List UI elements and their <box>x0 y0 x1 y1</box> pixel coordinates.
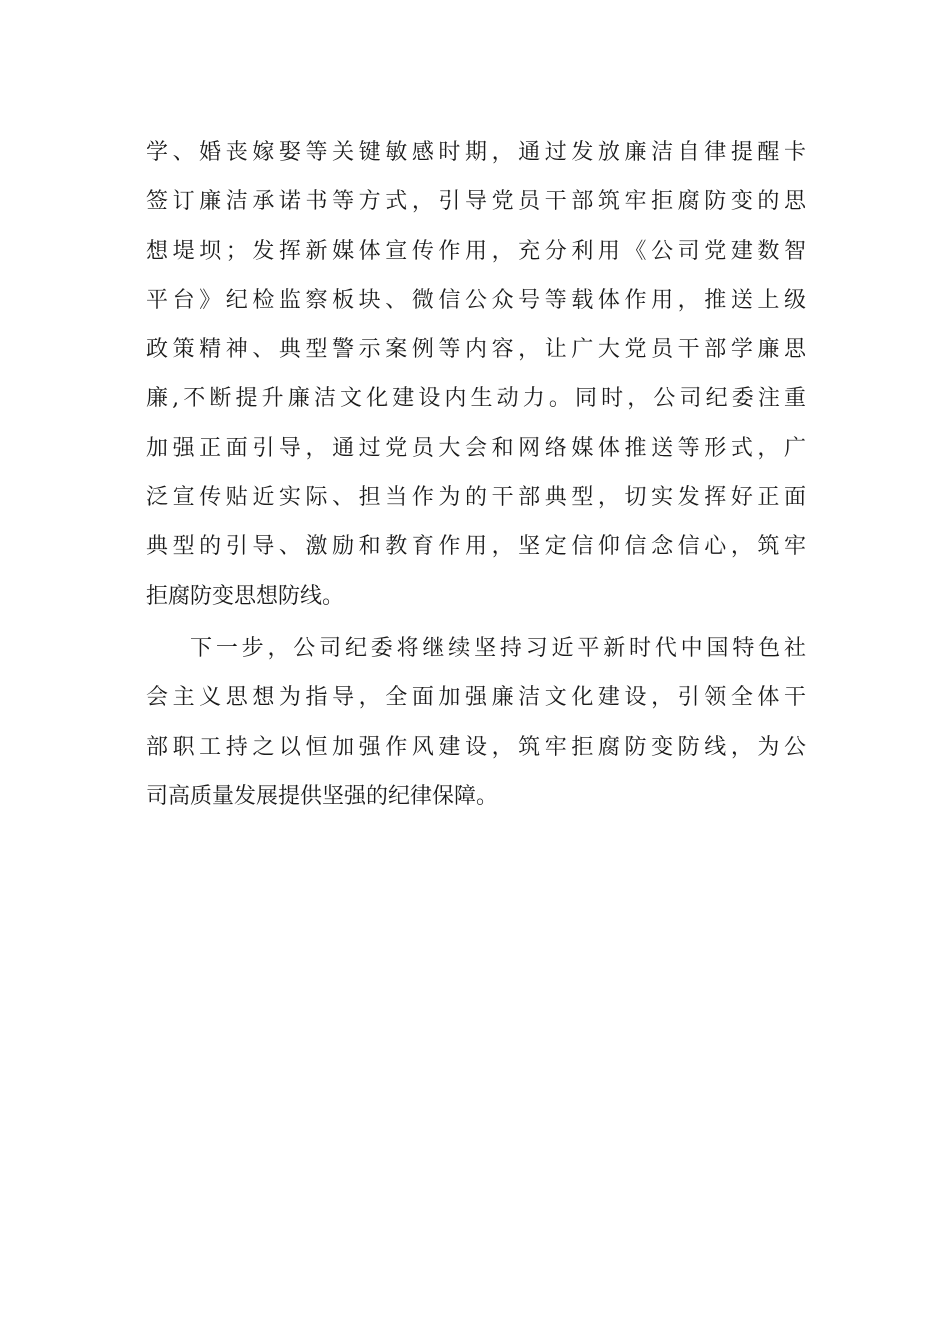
paragraph-integrity-education <box>146 128 806 621</box>
text-line: 政策精神、典型警示案例等内容，让广大党员干部学廉思 <box>146 337 806 363</box>
text-line: 司高质量发展提供坚强的纪律保障。 <box>146 783 499 809</box>
text-line: 典型的引导、激励和教育作用，坚定信仰信念信心，筑牢 <box>146 534 806 560</box>
document-body <box>146 128 806 821</box>
text-line: 泛宣传贴近实际、担当作为的干部典型，切实发挥好正面 <box>146 485 806 511</box>
text-line: 学、婚丧嫁娶等关键敏感时期，通过发放廉洁自律提醒卡 <box>146 140 806 165</box>
text-line: 下一步，公司纪委将继续坚持习近平新时代中国特色社 <box>190 635 806 661</box>
paragraph-next-steps <box>146 624 806 821</box>
text-line: 廉,不断提升廉洁文化建设内生动力。同时，公司纪委注重 <box>146 386 806 412</box>
text-line: 部职工持之以恒加强作风建设，筑牢拒腐防变防线，为公 <box>146 734 806 760</box>
text-line: 签订廉洁承诺书等方式，引导党员干部筑牢拒腐防变的思 <box>146 189 806 215</box>
text-line: 想堤坝；发挥新媒体宣传作用，充分利用《公司党建数智 <box>146 238 806 264</box>
text-line: 平台》纪检监察板块、微信公众号等载体作用，推送上级 <box>146 287 806 313</box>
text-line: 拒腐防变思想防线。 <box>146 583 345 609</box>
text-line: 加强正面引导，通过党员大会和网络媒体推送等形式，广 <box>146 435 806 461</box>
text-line: 会主义思想为指导，全面加强廉洁文化建设，引领全体干 <box>146 685 806 711</box>
